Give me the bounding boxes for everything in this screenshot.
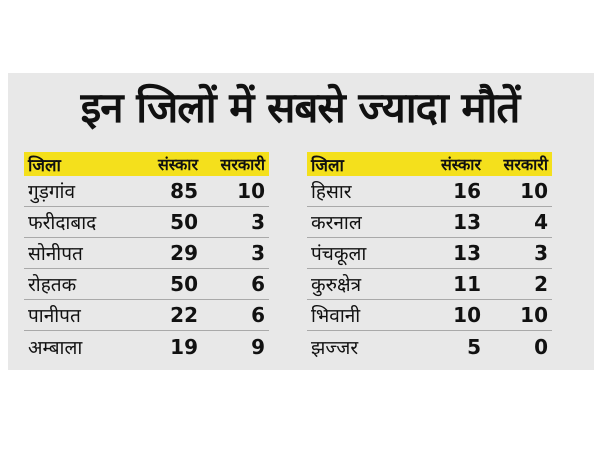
table-row [307, 176, 552, 207]
table-row [24, 269, 269, 300]
table-row [24, 176, 269, 207]
district-cell: करनाल [311, 212, 362, 234]
sanskar-cell: 13 [453, 241, 481, 265]
table-row [307, 238, 552, 269]
table-header [24, 152, 269, 176]
table-header [307, 152, 552, 176]
district-cell: गुड़गांव [28, 181, 76, 203]
sarkari-cell: 10 [520, 303, 548, 327]
sarkari-cell: 0 [534, 334, 548, 359]
sarkari-cell: 9 [251, 334, 265, 359]
sanskar-cell: 22 [170, 303, 198, 327]
column-header-district: जिला [311, 155, 344, 176]
column-header-district: जिला [28, 155, 61, 176]
sarkari-cell: 2 [534, 272, 548, 296]
table-left [24, 152, 269, 362]
district-cell: अम्बाला [28, 336, 83, 359]
sarkari-cell: 3 [534, 241, 548, 265]
column-header-sanskar: संस्कार [440, 155, 481, 174]
sarkari-cell: 10 [520, 179, 548, 203]
table-row [307, 331, 552, 362]
sarkari-cell: 6 [251, 303, 265, 327]
sarkari-cell: 10 [237, 179, 265, 203]
sanskar-cell: 13 [453, 210, 481, 234]
sanskar-cell: 10 [453, 303, 481, 327]
table-row [24, 207, 269, 238]
sanskar-cell: 29 [170, 241, 198, 265]
sarkari-cell: 3 [251, 241, 265, 265]
sanskar-cell: 16 [453, 179, 481, 203]
column-header-sarkari: सरकारी [503, 155, 548, 174]
sanskar-cell: 50 [170, 272, 198, 296]
sanskar-cell: 19 [170, 334, 198, 359]
sanskar-cell: 5 [467, 334, 481, 359]
district-cell: पंचकूला [311, 243, 367, 265]
table-row [307, 300, 552, 331]
column-header-sanskar: संस्कार [157, 155, 198, 174]
sarkari-cell: 3 [251, 210, 265, 234]
table-row [24, 238, 269, 269]
district-cell: हिसार [311, 181, 352, 203]
table-row [24, 300, 269, 331]
column-header-sarkari: सरकारी [220, 155, 265, 174]
table-body [307, 176, 552, 362]
table-right [307, 152, 552, 362]
district-cell: भिवानी [311, 305, 361, 327]
district-cell: कुरुक्षेत्र [311, 274, 362, 296]
sanskar-cell: 50 [170, 210, 198, 234]
district-cell: झज्जर [311, 336, 359, 359]
table-body [24, 176, 269, 362]
sarkari-cell: 4 [534, 210, 548, 234]
table-row [307, 269, 552, 300]
district-cell: पानीपत [28, 305, 81, 327]
sanskar-cell: 11 [453, 272, 481, 296]
sanskar-cell: 85 [170, 179, 198, 203]
table-row [307, 207, 552, 238]
district-cell: फरीदाबाद [28, 212, 97, 234]
district-cell: सोनीपत [28, 243, 83, 265]
table-row [24, 331, 269, 362]
district-cell: रोहतक [28, 274, 77, 296]
sarkari-cell: 6 [251, 272, 265, 296]
chart-title: इन जिलों में सबसे ज्यादा मौतें [80, 83, 520, 132]
